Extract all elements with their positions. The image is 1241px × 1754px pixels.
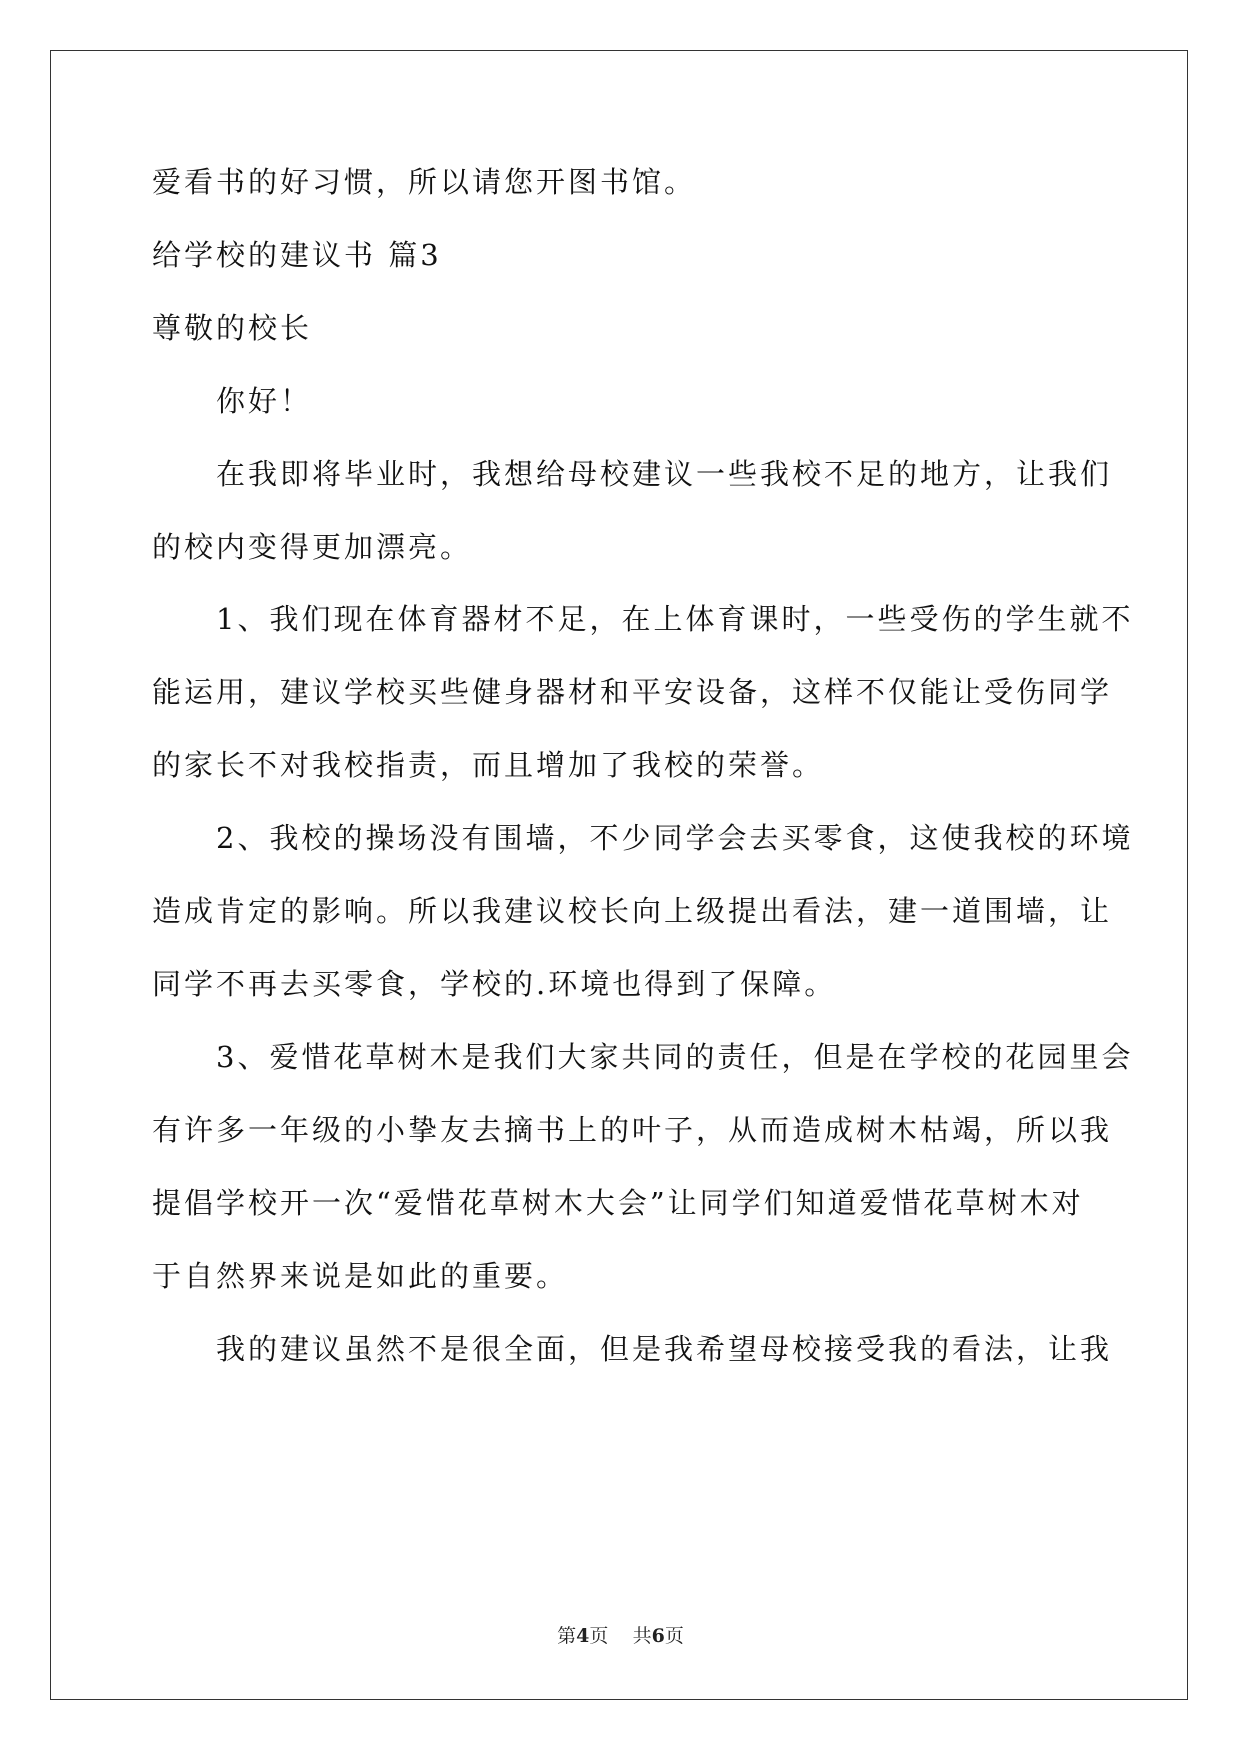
text-line: 3、爱惜花草树木是我们大家共同的责任，但是在学校的花园里会 xyxy=(216,1040,1134,1074)
text-line: 造成肯定的影响。所以我建议校长向上级提出看法，建一道围墙，让 xyxy=(152,894,1113,928)
text-line: 于自然界来说是如此的重要。 xyxy=(152,1259,569,1293)
text-line: 2、我校的操场没有围墙，不少同学会去买零食，这使我校的环境 xyxy=(216,821,1134,855)
total-page-number: 6 xyxy=(651,1625,665,1647)
page-frame xyxy=(50,50,1188,1700)
text-line: 的家长不对我校指责，而且增加了我校的荣誉。 xyxy=(152,748,825,782)
text-line: 1、我们现在体育器材不足，在上体育课时，一些受伤的学生就不 xyxy=(216,602,1134,636)
total-prefix: 共 xyxy=(632,1625,652,1647)
text-line: 爱看书的好习惯，所以请您开图书馆。 xyxy=(152,165,697,199)
text-line: 同学不再去买零食，学校的.环境也得到了保障。 xyxy=(152,967,837,1001)
current-page-number: 4 xyxy=(576,1625,590,1647)
text-line: 我的建议虽然不是很全面，但是我希望母校接受我的看法，让我 xyxy=(216,1332,1113,1366)
salutation: 尊敬的校长 xyxy=(152,311,313,345)
text-line: 提倡学校开一次“爱惜花草树木大会”让同学们知道爱惜花草树木对 xyxy=(152,1186,1084,1220)
page-suffix: 页 xyxy=(589,1625,609,1647)
text-line: 能运用，建议学校买些健身器材和平安设备，这样不仅能让受伤同学 xyxy=(152,675,1113,709)
page-footer xyxy=(0,1624,1241,1648)
greeting: 你好！ xyxy=(216,384,313,418)
text-line: 在我即将毕业时，我想给母校建议一些我校不足的地方，让我们 xyxy=(216,457,1113,491)
total-suffix: 页 xyxy=(664,1625,684,1647)
text-line: 有许多一年级的小挚友去摘书上的叶子，从而造成树木枯竭，所以我 xyxy=(152,1113,1113,1147)
page-prefix: 第 xyxy=(557,1625,577,1647)
text-line: 的校内变得更加漂亮。 xyxy=(152,530,473,564)
section-heading: 给学校的建议书 篇3 xyxy=(152,238,442,272)
